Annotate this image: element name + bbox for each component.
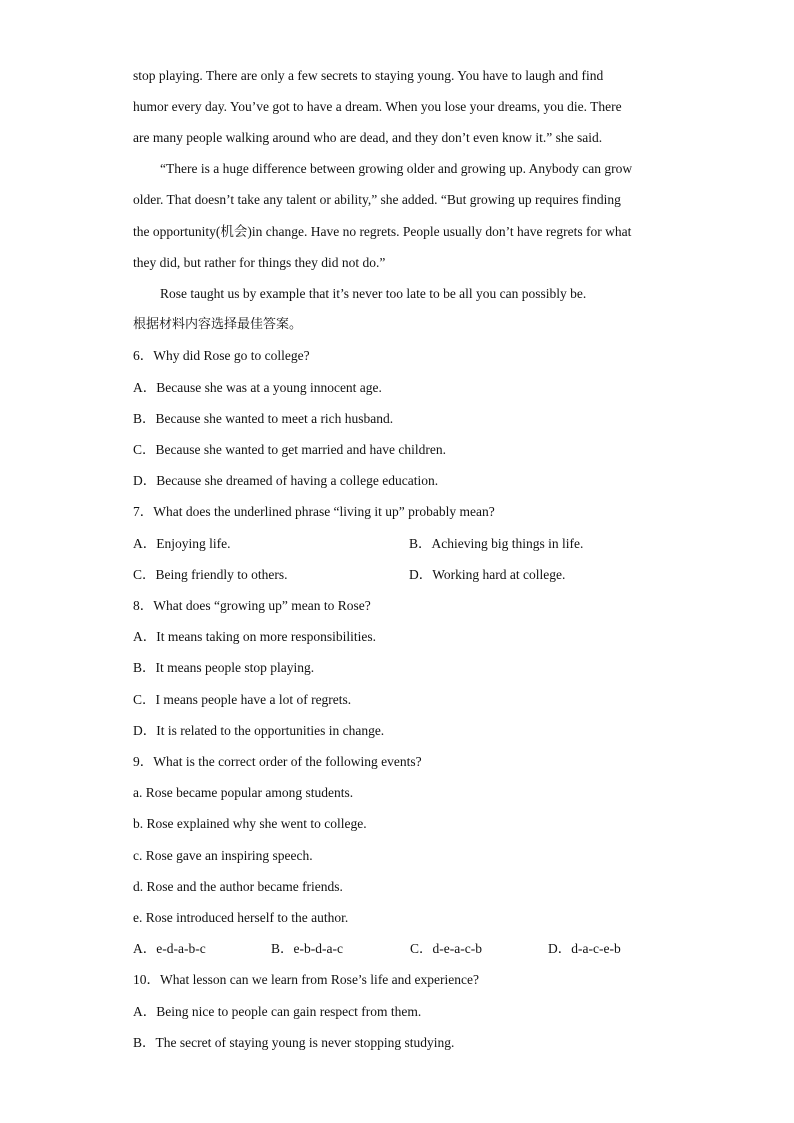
passage-line: humor every day. You’ve got to have a dream. When you lose your dreams, you die. There <box>133 99 622 114</box>
question-9-option-b: B．e-b-d-a-c <box>271 941 343 956</box>
passage-line: the opportunity(机会)in change. Have no regrets. People usually don’t have regrets for what <box>133 224 632 239</box>
question-7-option-b: B．Achieving big things in life. <box>409 536 584 551</box>
passage-line: they did, but rather for things they did not do.” <box>133 255 386 270</box>
passage-line: are many people walking around who are dead, and they don’t even know it.” she said. <box>133 130 603 145</box>
question-9-event: e. Rose introduced herself to the author. <box>133 910 349 925</box>
question-10-option-a: A．Being nice to people can gain respect from them. <box>133 1004 422 1019</box>
question-7-option-a: A．Enjoying life. <box>133 536 231 551</box>
passage-line: Rose taught us by example that it’s never too late to be all you can possibly be. <box>160 286 587 301</box>
question-9-event: a. Rose became popular among students. <box>133 785 354 800</box>
question-9-stem: 9．What is the correct order of the following events? <box>133 754 422 769</box>
question-8-option-a: A．It means taking on more responsibilities. <box>133 629 376 644</box>
question-6-option-b: B．Because she wanted to meet a rich husband. <box>133 411 394 426</box>
question-6-option-a: A．Because she was at a young innocent age. <box>133 380 382 395</box>
question-7-option-c: C．Being friendly to others. <box>133 567 288 582</box>
question-9-option-c: C．d-e-a-c-b <box>410 941 482 956</box>
question-10-option-b: B．The secret of staying young is never stopping studying. <box>133 1035 455 1050</box>
question-9-option-a: A．e-d-a-b-c <box>133 941 206 956</box>
question-6-option-c: C．Because she wanted to get married and have children. <box>133 442 447 457</box>
question-8-option-b: B．It means people stop playing. <box>133 660 315 675</box>
question-7-option-d: D．Working hard at college. <box>409 567 566 582</box>
question-10-stem: 10．What lesson can we learn from Rose’s life and experience? <box>133 972 479 987</box>
question-9-event: b. Rose explained why she went to college. <box>133 816 367 831</box>
question-9-option-d: D．d-a-c-e-b <box>548 941 621 956</box>
instruction: 根据材料内容选择最佳答案。 <box>133 317 303 332</box>
question-9-event: d. Rose and the author became friends. <box>133 879 343 894</box>
question-6-stem: 6．Why did Rose go to college? <box>133 348 310 363</box>
question-8-option-d: D．It is related to the opportunities in change. <box>133 723 385 738</box>
passage-line: “There is a huge difference between growing older and growing up. Anybody can grow <box>160 161 633 176</box>
question-8-option-c: C．I means people have a lot of regrets. <box>133 692 352 707</box>
question-7-stem: 7．What does the underlined phrase “living it up” probably mean? <box>133 504 495 519</box>
question-9-event: c. Rose gave an inspiring speech. <box>133 848 313 863</box>
passage-line: stop playing. There are only a few secrets to staying young. You have to laugh and find <box>133 68 604 83</box>
question-6-option-d: D．Because she dreamed of having a college education. <box>133 473 439 488</box>
passage-line: older. That doesn’t take any talent or ability,” she added. “But growing up requires finding <box>133 192 621 207</box>
question-8-stem: 8．What does “growing up” mean to Rose? <box>133 598 371 613</box>
